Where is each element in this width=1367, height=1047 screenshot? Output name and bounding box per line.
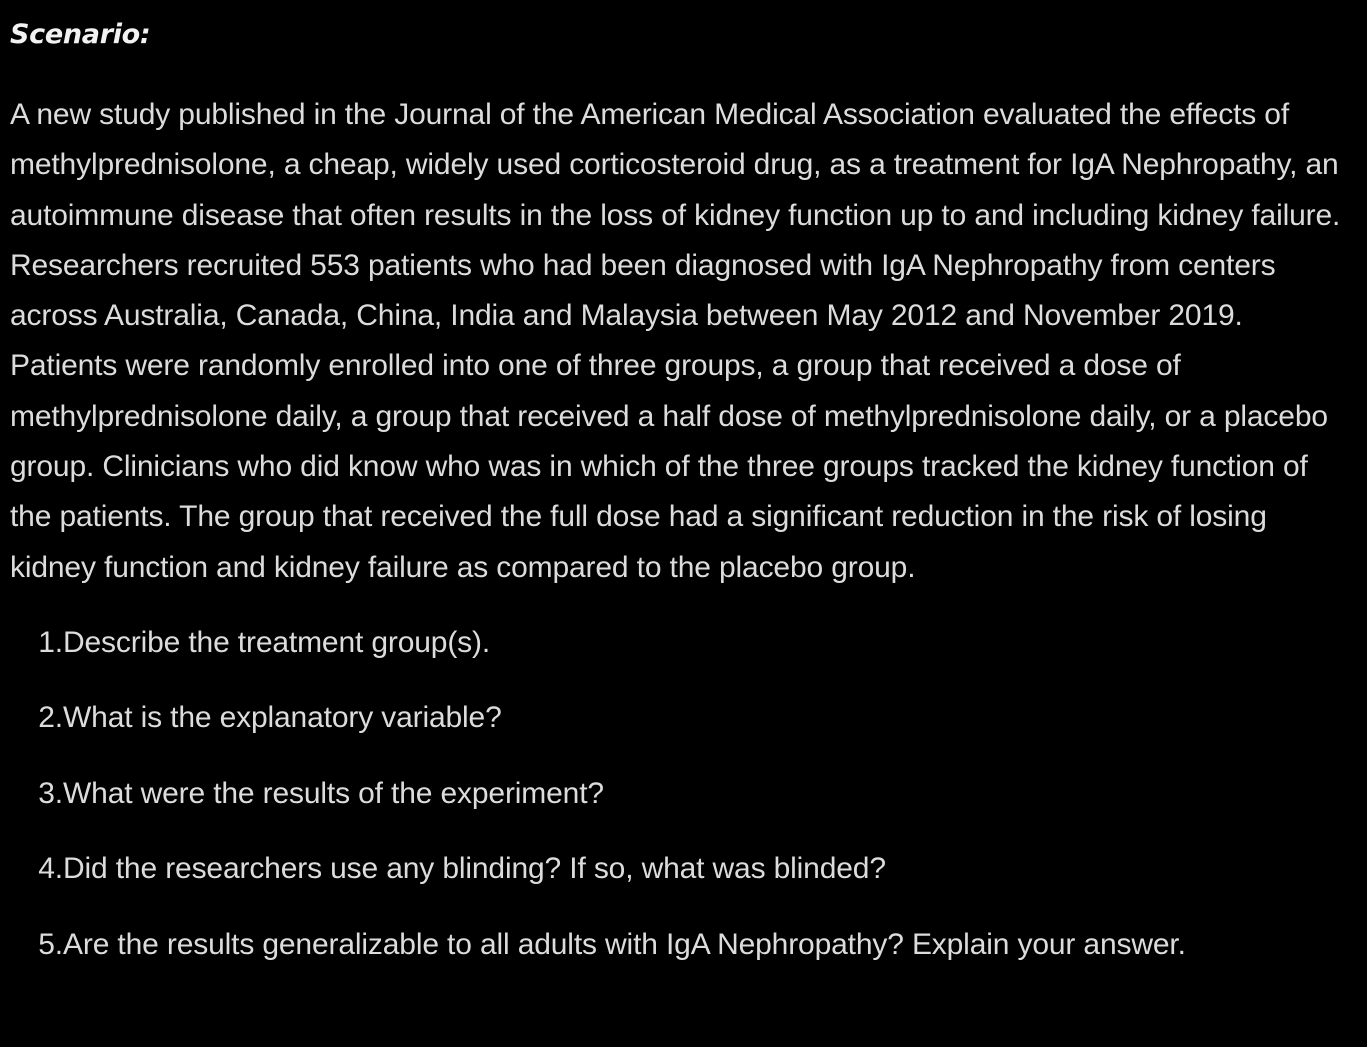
question-text: Did the researchers use any blinding? If so, what was blinded? [63,852,886,886]
question-item-3 [10,769,1355,845]
question-number: 1. [38,625,63,659]
question-item-5 [10,920,1355,996]
scenario-paragraph: A new study published in the Journal of the American Medical Association evaluated the effects of methylprednisolone, a cheap, widely used corticosteroid drug, as a treatment for IgA Nephropathy, an autoimmune disease that often results in the loss of kidney function up to and including kidney failure. Researchers recruited 553 patients who had been diagnosed with IgA Nephropathy from centers across Australia, Canada, China, India and Malaysia between May 2012 and November 2019. Patients were randomly enrolled into one of three groups, a group that received a dose of methylprednisolone daily, a group that received a half dose of methylprednisolone daily, or a placebo group. Clinicians who did know who was in which of the three groups tracked the kidney function of the patients. The group that received the full dose had a significant reduction in the risk of losing kidney function and kidney failure as compared to the placebo group. [10,98,1341,584]
question-text: What is the explanatory variable? [63,701,502,735]
question-text: What were the results of the experiment? [63,776,604,810]
question-number: 4. [38,852,63,886]
question-number: 3. [38,776,63,810]
question-item-1 [10,618,1355,694]
question-text: Are the results generalizable to all adults with IgA Nephropathy? Explain your answer. [63,927,1186,961]
scenario-heading: Scenario: [10,19,151,50]
question-number: 5. [38,927,63,961]
question-list [10,618,1355,996]
question-text: Describe the treatment group(s). [63,625,491,659]
document [10,0,1355,995]
question-item-2 [10,693,1355,769]
question-number: 2. [38,701,63,735]
question-item-4 [10,844,1355,920]
